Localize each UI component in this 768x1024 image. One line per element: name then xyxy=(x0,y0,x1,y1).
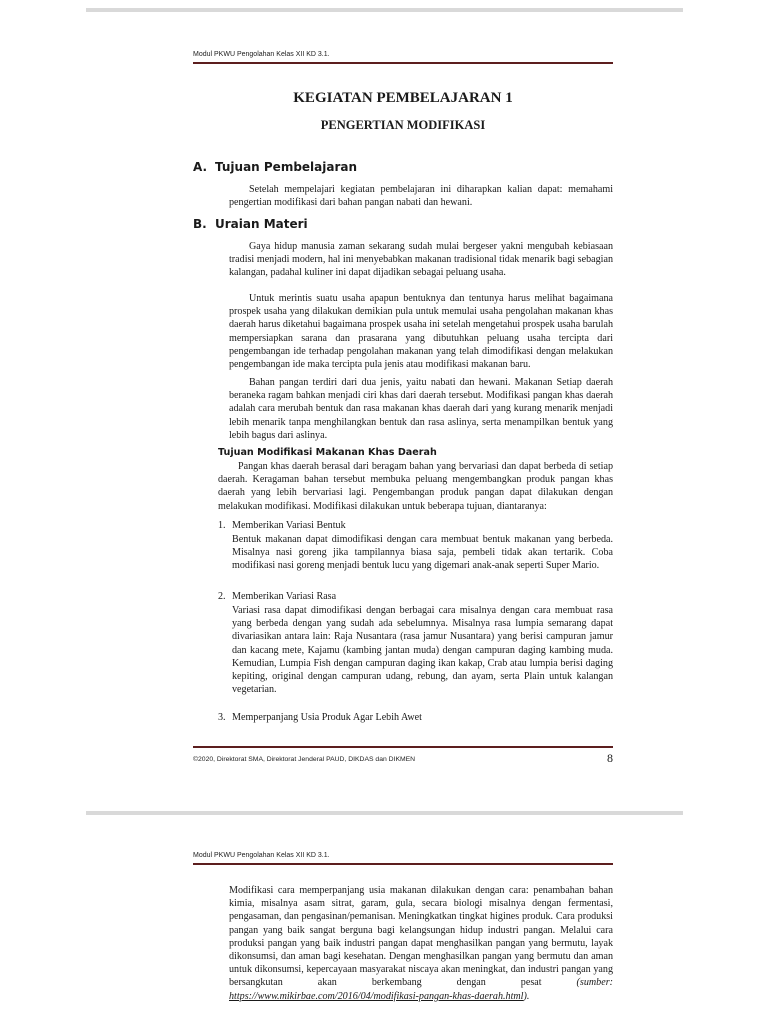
list-item-1-title: Memberikan Variasi Bentuk xyxy=(232,520,346,531)
paragraph-2: Untuk merintis suatu usaha apapun bentuknya dan tentunya harus melihat bagaimana prospek usaha yang dilakukan demikian pula untuk memulai usaha pengolahan makanan khas daerah harus diketahui bagaimana prospek usaha ini setelah mengetahui prospek usaha barulah mempersiapkan sarana dan prasarana yang dibutuhkan peluang usaha tercipta dari pengembangan ide terhadap pengolahan makanan yang telah dimodifikasi dengan melakukan pengembangan ide maka tercipta pula jenis atau modifikasi makanan baru. xyxy=(229,293,613,371)
source-end: ). xyxy=(523,990,530,1002)
list-item-3-number: 3. xyxy=(218,712,226,723)
page-separator xyxy=(86,811,683,815)
page-subtitle: PENGERTIAN MODIFIKASI xyxy=(320,118,486,132)
paragraph-3: Bahan pangan terdiri dari dua jenis, yaitu nabati dan hewani. Makanan Setiap daerah beraneka ragam bahkan menjadi ciri khas dari daerah tersebut. Modifikasi pangan khas daerah adalah cara merubah bentuk dan rasa makanan khas daerah dari yang kurang menarik menjadi lebih menarik tanpa menghilangkan bentuk dan rasa aslinya, serta menampilkan bentuk yang lebih bagus dari aslinya. xyxy=(229,377,613,441)
section-b-title: Uraian Materi xyxy=(215,217,308,231)
header-rule xyxy=(193,62,613,64)
paragraph-4: Pangan khas daerah berasal dari beragam bahan yang bervariasi dan dapat berbeda di setiap daerah. Keragaman bahan tersebut membuka peluang mengembangkan produk pangan khas daerah yang lebih bervariasi lagi. Pengembangan produk pangan dapat dilakukan dengan melakukan modifikasi. Modifikasi dilakukan untuk beberapa tujuan, diantaranya: xyxy=(218,461,613,512)
page-2-header-rule xyxy=(193,863,613,865)
page-2-paragraph xyxy=(229,884,613,1003)
page-header: Modul PKWU Pengolahan Kelas XII KD 3.1. xyxy=(193,51,330,58)
section-a-letter: A. xyxy=(193,160,208,174)
list-item-1-text: Bentuk makanan dapat dimodifikasi dengan cara membuat bentuk makanan yang berbeda. Misalnya nasi goreng jika tampilannya biasa saja, pembeli tidak akan tertarik. Coba modifikasi nasi goreng menjadi bentuk lucu yang digemari anak-anak seperti Super Mario. xyxy=(232,534,613,572)
list-item-2-title: Memberikan Variasi Rasa xyxy=(232,591,337,602)
section-a-heading xyxy=(193,160,613,174)
page-top-divider xyxy=(86,8,683,12)
list-item-2-text: Variasi rasa dapat dimodifikasi dengan berbagai cara misalnya dengan cara membuat rasa yang berbeda dengan yang sudah ada sebelumnya. Misalnya rasa lumpia semarang dapat divariasikan antara lain: Raja Nusantara (rasa jamur Nusantara) yang berisi campuran jamur dan kacang mete, Kajamu (kambing jantan muda) dengan campuran daging kambing muda. Kemudian, Lumpia Fish dengan campuran daging ikan kakap, Crab atau lumpia berisi daging kepiting, original dengan campuran udang, rebung, dan ayam, serta Plain untuk kalangan vegetarian. xyxy=(232,605,613,696)
source-label: (sumber: xyxy=(576,977,613,989)
source-link[interactable]: https://www.mikirbae.com/2016/04/modifikasi-pangan-khas-daerah.html xyxy=(229,990,524,1002)
page-title: KEGIATAN PEMBELAJARAN 1 xyxy=(293,90,513,106)
section-a-title: Tujuan Pembelajaran xyxy=(215,160,358,174)
section-a-text: Setelah mempelajari kegiatan pembelajaran ini diharapkan kalian dapat: memahami pengertian modifikasi dari bahan pangan nabati dan hewani. xyxy=(229,184,613,209)
list-item-3-title: Memperpanjang Usia Produk Agar Lebih Awet xyxy=(232,712,422,723)
list-item-2-number: 2. xyxy=(218,591,226,602)
footer-rule xyxy=(193,746,613,748)
page-footer: ©2020, Direktorat SMA, Direktorat Jenderal PAUD, DIKDAS dan DIKMEN xyxy=(193,756,416,763)
list-item-1-number: 1. xyxy=(218,520,226,531)
section-b-heading xyxy=(193,217,613,231)
subheading-tujuan-modifikasi: Tujuan Modifikasi Makanan Khas Daerah xyxy=(218,447,437,458)
page-2-paragraph-text: Modifikasi cara memperpanjang usia makanan dilakukan dengan cara: penambahan bahan kimia, misalnya asam sitrat, garam, gula, secara biologi misalnya dengan fermentasi, pengasaman, dan pengasinan/pemanisan. Meningkatkan tingkat higines produk. Cara produksi pangan yang baik sangat berguna bagi kelangsungan hidup industri pangan. Melalui cara produksi pangan yang baik industri pangan dapat menghasilkan pangan yang bermutu, layak dikonsumsi, dan aman bagi kesehatan. Dengan menghasilkan pangan yang bermutu dan aman untuk dikonsumsi, kepercayaan masyarakat niscaya akan meningkat, dan industri pangan yang bersangkutan akan berkembang dengan pesat xyxy=(229,885,613,989)
paragraph-1: Gaya hidup manusia zaman sekarang sudah mulai bergeser yakni mengubah kebiasaan tradisi menjadi modern, hal ini menyebabkan makanan tradisional tidak menarik bagi sebagian kalangan, padahal kuliner ini dapat dijadikan sebagai peluang usaha. xyxy=(229,241,613,279)
page-2-header: Modul PKWU Pengolahan Kelas XII KD 3.1. xyxy=(193,852,330,859)
section-b-letter: B. xyxy=(193,217,207,231)
page-number: 8 xyxy=(607,751,613,765)
